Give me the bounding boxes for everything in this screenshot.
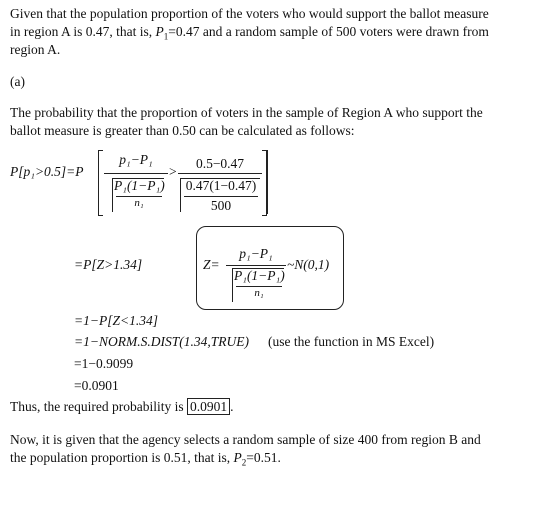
intro-line-2 [10,23,489,46]
conclusion-prefix: Thus, the required probability is [10,399,184,414]
eq1-sqrt-right [180,178,181,212]
step-2: =1−NORM.S.DIST(1.34,TRUE) [74,334,249,349]
intro-line-3: region A. [10,42,61,57]
intro-line-2-end: =0.47 and a random sample of 500 voters were drawn from [168,24,489,39]
eq2-lhs: =P[Z>1.34] [74,257,143,272]
part-b-line-2-end: =0.51. [246,450,281,465]
eq1-bracket-right [262,150,267,216]
eq2-num: p₁−P₁ [239,246,273,261]
eq1-num-left: p₁−P₁ [119,152,153,167]
part-label: (a) [10,74,25,89]
part-b-line-1: Now, it is given that the agency selects a random sample of size 400 from region B and [10,432,481,447]
eq1-den-right: 0.47(1−0.47) [185,178,257,193]
eq1-lhs: P[p₁>0.5]=P [10,164,84,179]
eq1-frac-bar-left [104,173,168,174]
step-3: =1−0.9099 [74,356,134,371]
conclusion-suffix: . [230,399,234,414]
intro-line-1: Given that the population proportion of the voters who would support the ballot measure [10,6,489,21]
eq1-num-right: 0.5−0.47 [195,156,245,171]
eq1-bracket-left [98,150,103,216]
eq1-den-right-n: 500 [210,198,232,213]
part-b-line-2-start: the population proportion is 0.51, that is, [10,450,231,465]
step-4: =0.0901 [74,378,119,393]
eq2-distribution: ~N(0,1) [287,257,330,272]
eq2-sqrt [232,268,233,302]
eq1-sqrt-left [112,178,113,212]
part-b-line-2 [10,449,281,472]
eq1-frac-bar-right [178,173,262,174]
eq1-gt: > [169,164,177,179]
eq2-den-n: n₁ [254,287,264,299]
eq2-den: P₁(1−P₁) [234,268,285,283]
intro-p-subscript: 1 [163,31,169,42]
intro-p-symbol: P [155,24,164,39]
eq1-den-left: P₁(1−P₁) [114,178,165,193]
intro-line-2-start: in region A is 0.47, that is, [10,24,153,39]
step-1: =1−P[Z<1.34] [74,313,158,328]
eq1-den-right-bar [184,196,258,197]
eq2-z-label: Z= [203,257,220,272]
desc-line-1: The probability that the proportion of voters in the sample of Region A who support the [10,105,483,120]
part-b-p-symbol: P [233,450,242,465]
conclusion [10,398,233,416]
eq1-den-left-n: n₁ [134,197,144,209]
eq2-frac-bar [226,265,286,266]
desc-line-2: ballot measure is greater than 0.50 can be calculated as follows: [10,123,355,138]
excel-note: (use the function in MS Excel) [268,334,435,349]
part-b-p-subscript: 2 [241,457,247,468]
answer-box: 0.0901 [187,398,230,415]
